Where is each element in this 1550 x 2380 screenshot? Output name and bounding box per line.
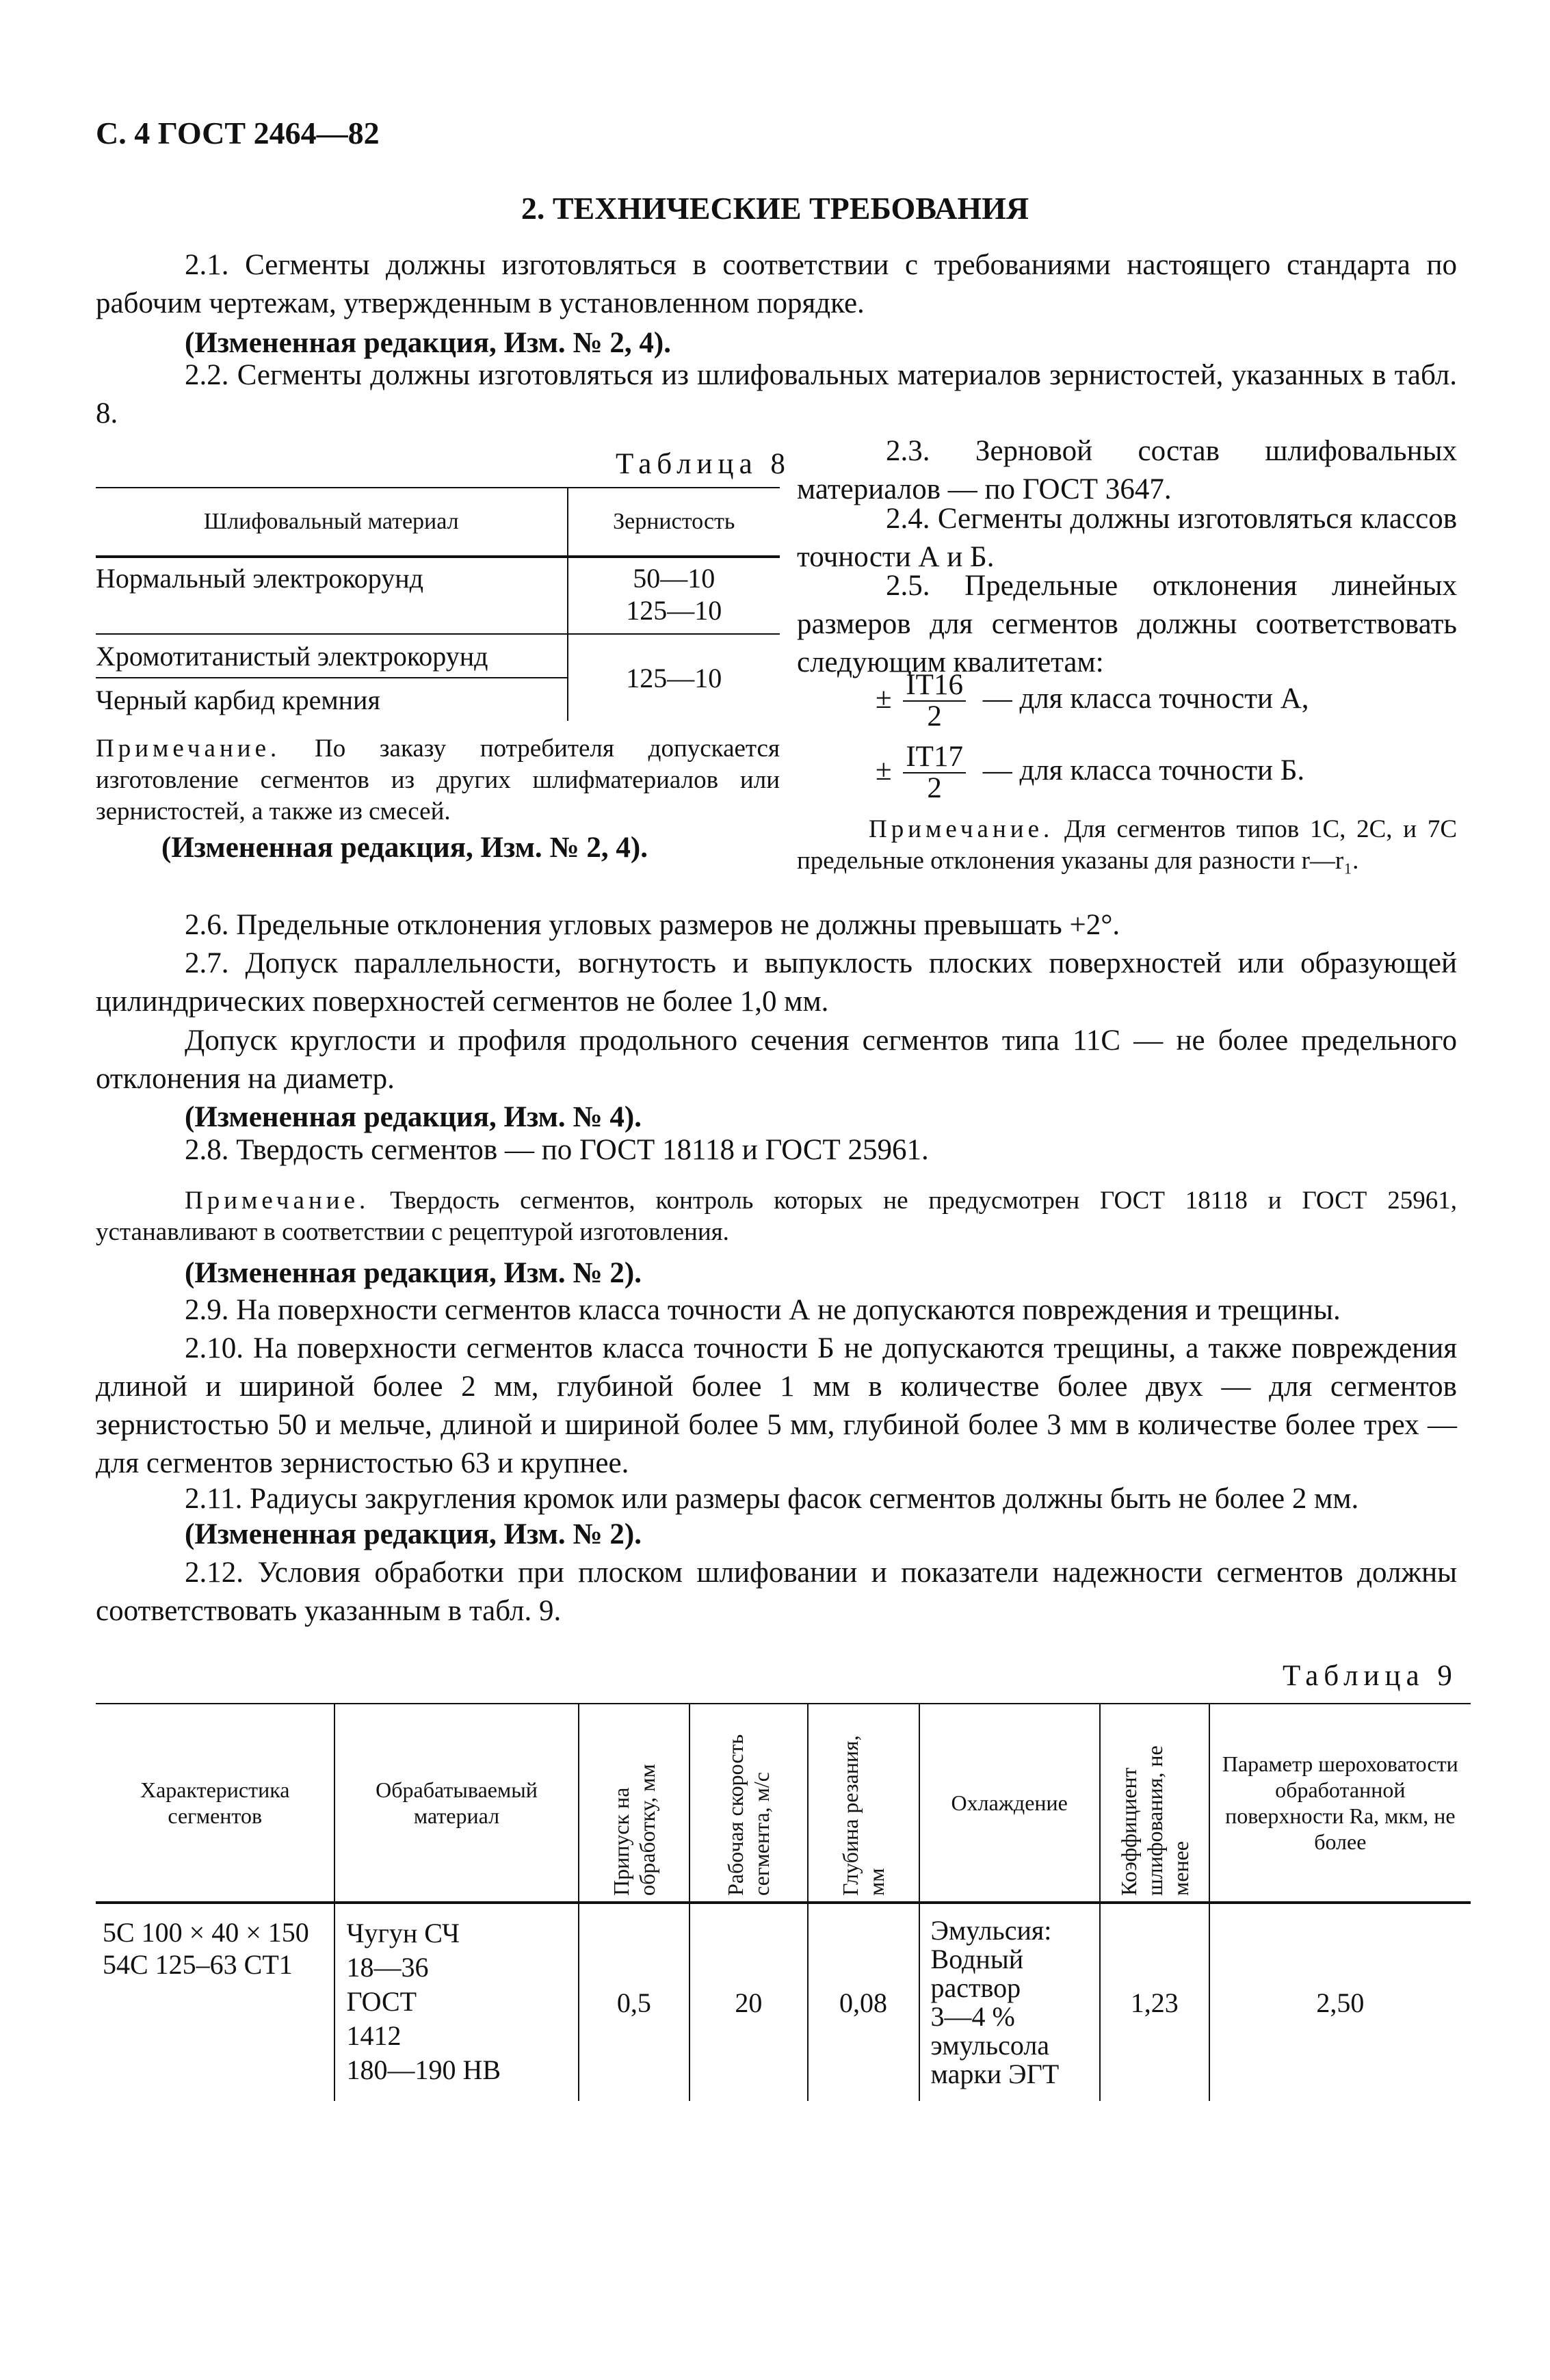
table9-header-roughness: Параметр шероховатости обработанной поверхности Ra, мкм, не более	[1209, 1704, 1471, 1903]
para-2-10: 2.10. На поверхности сегментов класса точности Б не допускаются трещины, а также повреждения длиной и шириной более 2 мм, глубиной более 1 мм в количестве более двух — для сегментов зернистостью 50 и мельче, длиной и шириной более 5 мм, глубиной более 3 мм в количестве более трех — для сегментов зернистостью 63 и крупнее.	[96, 1332, 1457, 1479]
table8-note	[96, 733, 780, 828]
table9-header-coefficient	[1100, 1704, 1209, 1903]
table9-caption: Таблица 9	[1283, 1660, 1458, 1692]
table9-cell-depth: 0,08	[808, 1903, 919, 2101]
fraction-numerator: IT17	[903, 742, 966, 774]
para-2-8: 2.8. Твердость сегментов — по ГОСТ 18118 и ГОСТ 25961.	[185, 1134, 929, 1166]
para-2-11: 2.11. Радиусы закругления кромок или размеры фасок сегментов должны быть не более 2 мм.	[185, 1483, 1359, 1515]
fraction	[903, 670, 966, 732]
page-header: С. 4 ГОСТ 2464—82	[96, 116, 380, 150]
table8-cell-material: Хромотитанистый электрокорунд	[96, 634, 568, 678]
material-line: 18—36	[346, 1952, 429, 1983]
para-2-1: 2.1. Сегменты должны изготовляться в соответствии с требованиями настоящего стандарта по рабочим чертежам, утвержденным в установленном порядке.	[96, 249, 1457, 319]
note-2-8	[96, 1185, 1457, 1248]
table8-cell-material: Черный карбид кремния	[96, 684, 380, 715]
para-2-12: 2.12. Условия обработки при плоском шлифовании и показатели надежности сегментов должны соответствовать указанным в табл. 9.	[96, 1557, 1457, 1627]
vertical-label: Глубина резания, мм	[838, 1735, 889, 1896]
para-2-4: 2.4. Сегменты должны изготовляться классов точности А и Б.	[797, 503, 1457, 573]
vertical-label: Рабочая скорость сегмента, м/с	[723, 1734, 774, 1896]
table8-cell-grit	[568, 557, 780, 634]
cooling-line: эмульсола	[930, 2030, 1050, 2061]
material-line: 1412	[346, 2020, 402, 2051]
table9-header-material: Обрабатываемый материал	[334, 1704, 578, 1903]
para-2-6: 2.6. Предельные отклонения угловых размеров не должны превышать +2°.	[185, 909, 1120, 941]
para-2-7b: Допуск круглости и профиля продольного сечения сегментов типа 11С — не более предельного отклонения на диаметр.	[96, 1024, 1457, 1095]
cooling-line: раствор	[930, 1972, 1021, 2003]
note-2-8-text: Твердость сегментов, контроль которых не предусмотрен ГОСТ 18118 и ГОСТ 25961, устанавливают в соответствии с рецептурой изготовления.	[96, 1187, 1458, 1246]
material-line: 180—190 НВ	[346, 2054, 501, 2085]
fraction-numerator: IT16	[903, 670, 966, 702]
table9-cell-roughness: 2,50	[1209, 1903, 1471, 2101]
para-2-8-revision: (Измененная редакция, Изм. № 2).	[185, 1257, 642, 1289]
table9-cell-coefficient: 1,23	[1100, 1903, 1209, 2101]
para-2-11-revision: (Измененная редакция, Изм. № 2).	[185, 1518, 642, 1550]
note-label: Примечание.	[96, 735, 281, 763]
cooling-line: 3—4 %	[930, 2001, 1015, 2032]
fraction-denominator: 2	[927, 700, 942, 732]
plus-minus-sign: ±	[876, 682, 892, 715]
note-2-5	[797, 814, 1457, 877]
table-row	[96, 1903, 1471, 2101]
table8-revision: (Измененная редакция, Изм. № 2, 4).	[161, 832, 648, 864]
table8-note-text: По заказу потребителя допускается изготовление сегментов из других шлифматериалов или зернистостей, а также из смесей.	[96, 735, 780, 825]
table8-grit-value: 125—10	[626, 595, 722, 626]
table-row	[96, 557, 780, 634]
table8-cell-grit-shared: 125—10	[568, 634, 780, 721]
table8-caption: Таблица 8	[616, 448, 791, 480]
cooling-line: марки ЭГТ	[930, 2059, 1060, 2089]
table8-grit-value: 50—10	[633, 563, 715, 594]
para-2-1-revision: (Измененная редакция, Изм. № 2, 4).	[185, 327, 671, 359]
para-2-7-revision: (Измененная редакция, Изм. № 4).	[185, 1101, 642, 1133]
tolerance-class-b	[876, 742, 1457, 804]
table9-header-allowance	[579, 1704, 690, 1903]
tolerance-class-a-text: — для класса точности А,	[982, 682, 1309, 715]
note-2-5-text: Для сегментов типов 1С, 2С, и 7С предельные отклонения указаны для разности r—r₁.	[797, 815, 1458, 875]
table9-header-cooling: Охлаждение	[919, 1704, 1100, 1903]
table9-cell-spec	[96, 1903, 334, 2101]
plus-minus-sign: ±	[876, 754, 892, 786]
table8-header-grit: Зернистость	[568, 488, 780, 557]
tolerance-class-a	[876, 670, 1457, 732]
vertical-label: Припуск на обработку, мм	[608, 1764, 659, 1896]
note-label: Примечание.	[869, 815, 1054, 843]
table-8	[96, 487, 780, 721]
spec-line: 54С 125–63 СТ1	[103, 1949, 293, 1980]
tolerance-class-b-text: — для класса точности Б.	[982, 754, 1305, 786]
cooling-line: Эмульсия:	[930, 1915, 1052, 1946]
para-2-7: 2.7. Допуск параллельности, вогнутость и выпуклость плоских поверхностей или образующей цилиндрических поверхностей сегментов не более 1,0 мм.	[96, 947, 1457, 1018]
para-2-9: 2.9. На поверхности сегментов класса точности А не допускаются повреждения и трещины.	[185, 1294, 1341, 1326]
fraction-denominator: 2	[927, 772, 942, 804]
para-2-2: 2.2. Сегменты должны изготовляться из шлифовальных материалов зернистостей, указанных в табл. 8.	[96, 359, 1457, 429]
fraction	[903, 742, 966, 804]
cooling-line: Водный	[930, 1944, 1024, 1974]
table8-header-material: Шлифовальный материал	[96, 488, 568, 557]
table9-cell-cooling	[919, 1903, 1100, 2101]
vertical-label: Коэффициент шлифования, не менее	[1116, 1745, 1193, 1896]
table9-header-depth	[808, 1704, 919, 1903]
material-line: ГОСТ	[346, 1986, 417, 2017]
table9-header-speed	[689, 1704, 807, 1903]
material-line: Чугун СЧ	[346, 1918, 460, 1948]
spec-line: 5С 100 × 40 × 150	[103, 1917, 309, 1948]
table8-cell-material: Нормальный электрокорунд	[96, 557, 568, 634]
table-9	[96, 1703, 1471, 2101]
para-2-3: 2.3. Зерновой состав шлифовальных материалов — по ГОСТ 3647.	[797, 435, 1457, 505]
table9-cell-speed: 20	[689, 1903, 807, 2101]
table-row	[96, 634, 780, 678]
para-2-5: 2.5. Предельные отклонения линейных размеров для сегментов должны соответствовать следующим квалитетам:	[797, 570, 1457, 678]
note-label: Примечание.	[185, 1187, 370, 1215]
table9-header-characteristic: Характеристика сегментов	[96, 1704, 334, 1903]
table9-cell-material	[334, 1903, 578, 2101]
table9-cell-allowance: 0,5	[579, 1903, 690, 2101]
section-title: 2. ТЕХНИЧЕСКИЕ ТРЕБОВАНИЯ	[521, 191, 1029, 226]
